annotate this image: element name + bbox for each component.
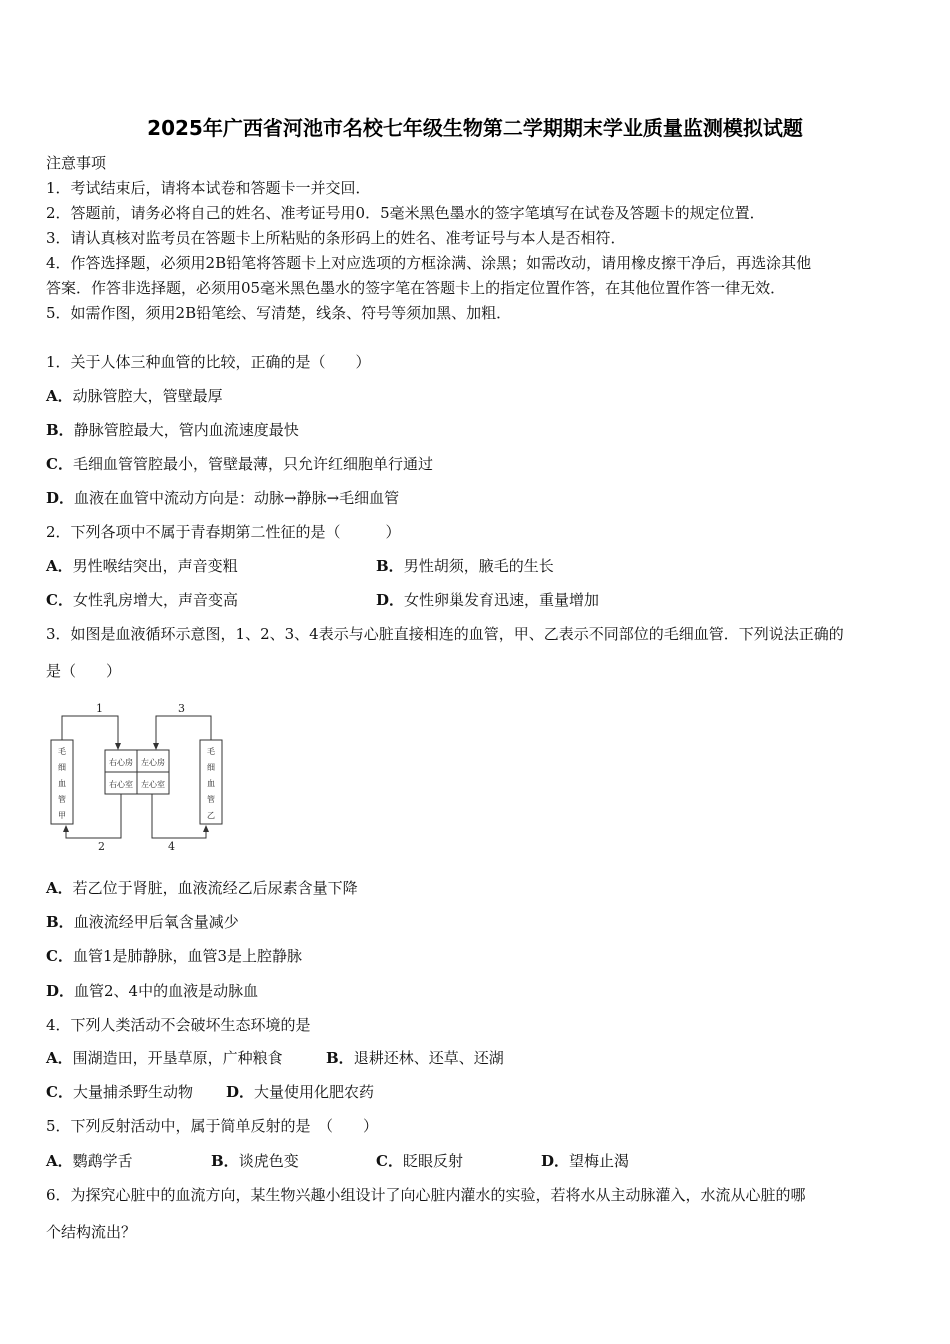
heart-left-ventricle: 左心室 bbox=[141, 780, 165, 789]
question-5-stem: 5．下列反射活动中，属于简单反射的是 （ ） bbox=[46, 1117, 379, 1135]
capillary-b-char: 细 bbox=[207, 763, 215, 772]
notice-item: 4．作答选择题，必须用2B铅笔将答题卡上对应选项的方框涂满、涂黑；如需改动，请用橡皮擦干净后，再选涂其他 bbox=[46, 254, 812, 272]
q2-option-c: C．女性乳房增大，声音变高 bbox=[46, 591, 238, 609]
question-3-stem-cont: 是（ ） bbox=[46, 662, 122, 680]
q5-option-c: C．眨眼反射 bbox=[376, 1152, 463, 1170]
q5-option-a: A．鹦鹉学舌 bbox=[46, 1152, 133, 1170]
q3-option-d: D．血管2、4中的血液是动脉血 bbox=[46, 982, 259, 1000]
question-6-stem-cont: 个结构流出？ bbox=[46, 1223, 137, 1241]
capillary-a-char: 血 bbox=[58, 779, 66, 788]
heart-right-atrium: 右心房 bbox=[109, 758, 133, 767]
question-4-stem: 4．下列人类活动不会破坏生态环境的是 bbox=[46, 1016, 311, 1034]
heart-right-ventricle: 右心室 bbox=[109, 780, 133, 789]
capillary-a-char: 毛 bbox=[58, 747, 66, 756]
q5-option-d: D．望梅止渴 bbox=[541, 1152, 630, 1170]
capillary-b-char: 管 bbox=[207, 795, 215, 804]
vessel-label-2: 2 bbox=[98, 840, 105, 853]
q1-option-a: A．动脉管腔大，管壁最厚 bbox=[46, 387, 223, 405]
q4-option-c: C．大量捕杀野生动物 bbox=[46, 1083, 193, 1101]
vessel-label-4: 4 bbox=[168, 840, 175, 853]
q1-option-b: B．静脉管腔最大，管内血流速度最快 bbox=[46, 421, 299, 439]
notice-item: 3．请认真核对监考员在答题卡上所粘贴的条形码上的姓名、准考证号与本人是否相符． bbox=[46, 229, 626, 247]
q2-option-b: B．男性胡须，腋毛的生长 bbox=[376, 557, 554, 575]
q5-option-b: B．谈虎色变 bbox=[211, 1152, 299, 1170]
capillary-b-char: 毛 bbox=[207, 747, 215, 756]
notice-heading: 注意事项 bbox=[46, 154, 107, 172]
q2-option-a: A．男性喉结突出，声音变粗 bbox=[46, 557, 238, 575]
heart-left-atrium: 左心房 bbox=[141, 758, 165, 767]
q3-option-b: B．血液流经甲后氧含量减少 bbox=[46, 913, 239, 931]
capillary-a-char: 细 bbox=[58, 763, 66, 772]
blood-circulation-diagram bbox=[46, 698, 236, 854]
question-2-stem: 2．下列各项中不属于青春期第二性征的是（ ） bbox=[46, 523, 401, 541]
capillary-b-char: 血 bbox=[207, 779, 215, 788]
capillary-a-char: 甲 bbox=[58, 811, 66, 820]
question-6-stem: 6．为探究心脏中的血流方向，某生物兴趣小组设计了向心脏内灌水的实验，若将水从主动脉灌入，水流从心脏的哪 bbox=[46, 1186, 806, 1204]
q4-option-b: B．退耕还林、还草、还湖 bbox=[326, 1049, 504, 1067]
vessel-label-1: 1 bbox=[96, 702, 103, 715]
q1-option-d: D．血液在血管中流动方向是：动脉→静脉→毛细血管 bbox=[46, 489, 400, 507]
q1-option-c: C．毛细血管管腔最小，管壁最薄，只允许红细胞单行通过 bbox=[46, 455, 433, 473]
notice-item: 1．考试结束后，请将本试卷和答题卡一并交回． bbox=[46, 179, 371, 197]
q3-option-c: C．血管1是肺静脉，血管3是上腔静脉 bbox=[46, 947, 303, 965]
q2-option-d: D．女性卵巢发育迅速，重量增加 bbox=[376, 591, 600, 609]
notice-item: 答案．作答非选择题，必须用05毫米黑色墨水的签字笔在答题卡上的指定位置作答，在其他位置作答一律无效． bbox=[46, 279, 786, 297]
q4-option-d: D．大量使用化肥农药 bbox=[226, 1083, 375, 1101]
vessel-label-3: 3 bbox=[178, 702, 185, 715]
page-title: 2025年广西省河池市名校七年级生物第二学期期末学业质量监测模拟试题 bbox=[147, 116, 803, 140]
q4-option-a: A．围湖造田，开垦草原，广种粮食 bbox=[46, 1049, 283, 1067]
question-1-stem: 1．关于人体三种血管的比较，正确的是（ ） bbox=[46, 353, 371, 371]
notice-item: 5．如需作图，须用2B铅笔绘、写清楚，线条、符号等须加黑、加粗． bbox=[46, 304, 512, 322]
question-3-stem: 3．如图是血液循环示意图，1、2、3、4表示与心脏直接相连的血管，甲、乙表示不同部位的毛细血管．下列说法正确的 bbox=[46, 625, 844, 643]
q3-option-a: A．若乙位于肾脏，血液流经乙后尿素含量下降 bbox=[46, 879, 358, 897]
capillary-a-char: 管 bbox=[58, 795, 66, 804]
capillary-b-char: 乙 bbox=[207, 811, 215, 820]
notice-item: 2．答题前，请务必将自己的姓名、准考证号用0．5毫米黑色墨水的签字笔填写在试卷及答题卡的规定位置． bbox=[46, 204, 765, 222]
